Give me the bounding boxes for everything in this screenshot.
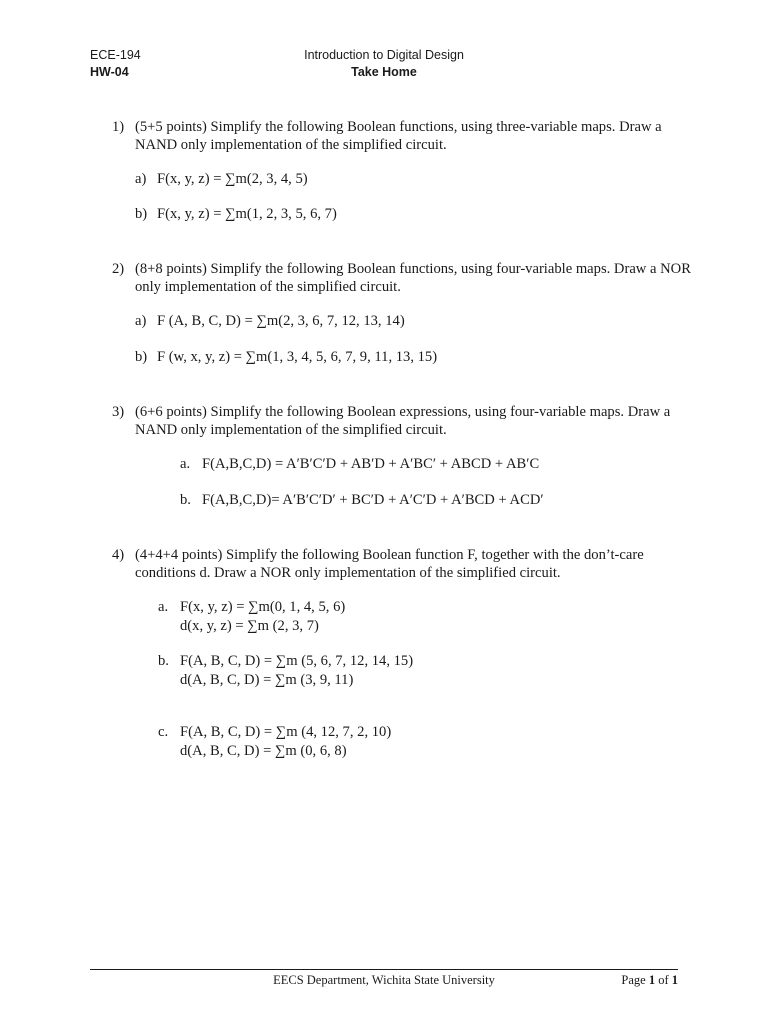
question-number: 1) [112,119,125,135]
item-expression: F (A, B, C, D) = ∑m(2, 3, 6, 7, 12, 13, 14) [157,313,405,329]
question-4 [112,546,692,582]
footer-divider [90,969,678,970]
question-text: (5+5 points) Simplify the following Boolean functions, using three-variable maps. Draw a NAND only implementation of the simplified circuit. [135,119,662,153]
item-label: b. [158,653,169,669]
document-subtitle: Take Home [351,65,417,79]
page-indicator [621,972,678,988]
item-expression: F(x, y, z) = ∑m(1, 2, 3, 5, 6, 7) [157,206,337,222]
header-center [0,47,768,81]
item-label: a) [135,313,147,329]
item-label: b. [180,492,191,508]
page-number: 1 [648,973,656,987]
item-expression: F (w, x, y, z) = ∑m(1, 3, 4, 5, 6, 7, 9, 11, 13, 15) [157,349,438,365]
question-text: (8+8 points) Simplify the following Boolean functions, using four-variable maps. Draw a NOR only implementation of the simplified circuit. [135,261,691,295]
question-number: 4) [112,547,125,563]
item-label: a. [158,599,169,615]
item-expression: F(A, B, C, D) = ∑m (5, 6, 7, 12, 14, 15) [180,653,414,669]
question-3 [112,403,692,439]
question-4-item-a [158,598,345,636]
item-expression: F(x, y, z) = ∑m(2, 3, 4, 5) [157,171,308,187]
item-expression: F(x, y, z) = ∑m(0, 1, 4, 5, 6) [180,599,346,615]
item-label: a. [180,456,191,472]
question-text: (6+6 points) Simplify the following Boolean expressions, using four-variable maps. Draw a NAND only implementation of the simplified circuit. [135,404,671,438]
item-expression: F(A,B,C,D) = A′B′C′D + AB′D + A′BC′ + ABCD + AB′C [202,456,540,472]
item-dont-care: d(A, B, C, D) = ∑m (3, 9, 11) [180,672,354,688]
page-of: of [655,973,672,987]
question-2-item-b [135,348,437,367]
item-label: b) [135,206,148,222]
question-4-item-b [158,652,413,690]
item-label: c. [158,724,169,740]
item-dont-care: d(x, y, z) = ∑m (2, 3, 7) [180,618,319,634]
question-number: 2) [112,261,125,277]
question-4-item-c [158,723,391,761]
course-code: ECE-194 [90,48,141,62]
item-dont-care: d(A, B, C, D) = ∑m (0, 6, 8) [180,743,347,759]
question-1 [112,118,692,154]
question-1-item-a [135,170,308,189]
question-text: (4+4+4 points) Simplify the following Boolean function F, together with the don’t-care conditions d. Draw a NOR only implementation of the simplified circuit. [135,547,644,581]
page-prefix: Page [621,973,649,987]
document-title: Introduction to Digital Design [304,48,464,62]
question-2 [112,260,692,296]
homework-number: HW-04 [90,65,129,79]
question-number: 3) [112,404,125,420]
question-3-item-a [180,455,539,474]
question-1-item-b [135,205,337,224]
item-expression: F(A, B, C, D) = ∑m (4, 12, 7, 2, 10) [180,724,392,740]
item-expression: F(A,B,C,D)= A′B′C′D′ + BC′D + A′C′D + A′BCD + ACD′ [202,492,544,508]
item-label: b) [135,349,148,365]
question-2-item-a [135,312,405,331]
item-label: a) [135,171,147,187]
footer-department: EECS Department, Wichita State University [273,973,495,987]
question-3-item-b [180,491,544,510]
page-total: 1 [671,973,678,987]
